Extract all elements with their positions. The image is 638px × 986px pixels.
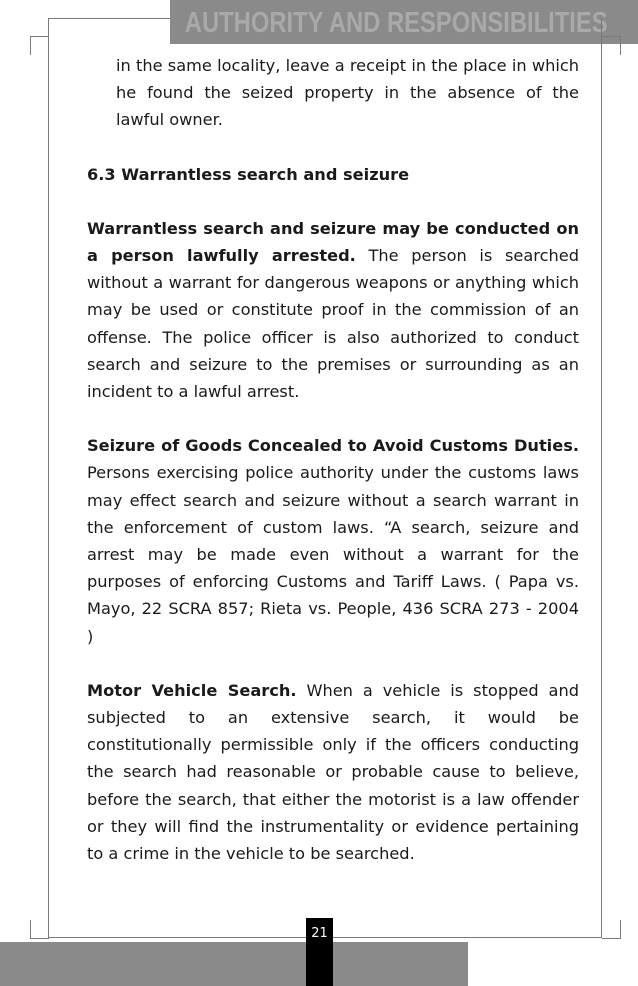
page-number-box [306,918,333,986]
paragraph-body: Persons exercising police authority under the customs laws may effect search and seizure without a search warrant in the enforcement of custom laws. “A search, seizure and arrest may be made even without a warrant for the purposes of enforcing Customs and Tariff Laws. ( Papa vs. Mayo, 22 SCRA 857; Rieta vs. People, 436 SCRA 273 - 2004 ) [87,463,579,646]
paragraph-lead: Motor Vehicle Search. [87,680,297,700]
corner-mark-bottom-right [602,920,621,939]
paragraph-warrantless-search [87,215,579,405]
corner-mark-top-right [602,36,621,55]
page-body [87,52,579,867]
paragraph-lead: Seizure of Goods Concealed to Avoid Customs Duties. [87,436,579,456]
running-header-title: AUTHORITY AND RESPONSIBILITIES [185,7,608,39]
corner-mark-bottom-left [30,920,49,939]
continuation-paragraph: in the same locality, leave a receipt in the place in which he found the seized property in the absence of the lawful owner. [116,56,579,130]
frame-top-edge [48,18,170,19]
paragraph-motor-vehicle-search [87,677,579,867]
section-heading: 6.3 Warrantless search and seizure [87,164,410,184]
paragraph-customs-seizure [87,432,579,650]
corner-mark-top-left [30,36,49,55]
paragraph-body: When a vehicle is stopped and subjected to an extensive search, it would be constitutionally permissible only if the officers conducting the search had reasonable or probable cause to believe, before the search, that either the motorist is a law offender or they will find the instrumentality or evidence pertaining to a crime in the vehicle to be searched. [87,680,579,864]
paragraph-body: The person is searched without a warrant for dangerous weapons or anything which may be used or constitute proof in the commission of an offense. The police officer is also authorized to conduct search and seizure to the premises or surrounding as an incident to a lawful arrest. [87,246,579,402]
paragraph-lead: Warrantless search and seizure may be conducted on a person lawfully arrested. [87,218,579,266]
page-number: 21 [311,926,328,941]
footer-band [0,942,468,986]
